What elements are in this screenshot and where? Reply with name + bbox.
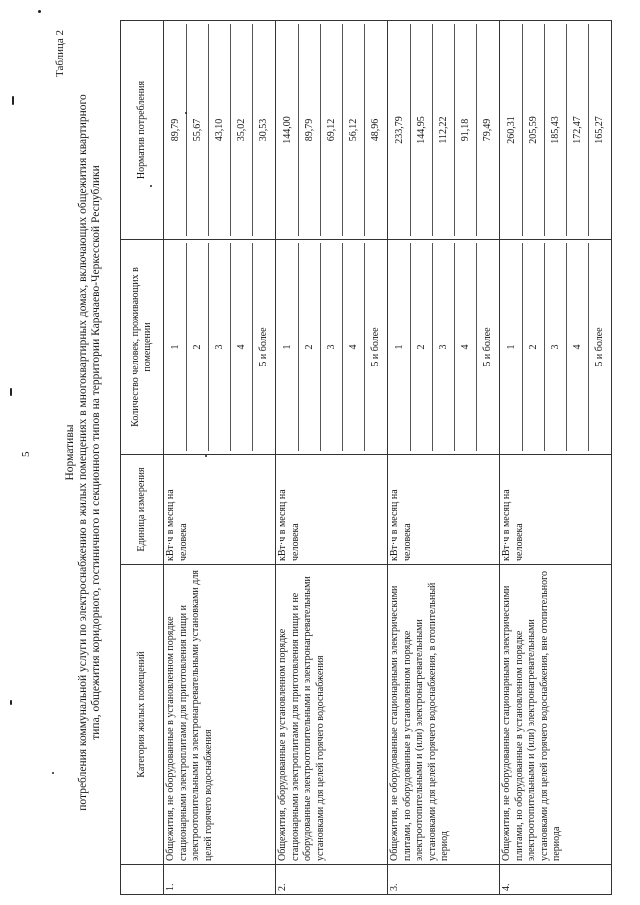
norm-value: 89,79 — [299, 24, 321, 236]
norm-value: 144,00 — [277, 24, 299, 236]
people-count: 1 — [389, 243, 411, 451]
row-people-cell — [500, 240, 612, 455]
row-unit: кВт·ч в месяц на человека — [164, 455, 276, 565]
row-norm-cell — [164, 21, 276, 240]
title-line-2: потребления коммунальной услуги по электроснабжению в жилых помещениях в многоквартирных домах, включающих общежития квартирного — [77, 94, 89, 811]
norm-value: 165,27 — [594, 116, 605, 144]
row-unit: кВт·ч в месяц на человека — [388, 455, 500, 565]
people-count: 3 — [321, 243, 343, 451]
people-count: 5 и более — [370, 327, 381, 367]
norm-value: 112,22 — [433, 24, 455, 236]
people-count: 4 — [455, 243, 477, 451]
people-count: 5 и более — [594, 327, 605, 367]
row-norm-cell — [276, 21, 388, 240]
scan-speck — [12, 96, 14, 105]
row-people-cell — [388, 240, 500, 455]
row-number: 1. — [164, 865, 276, 895]
people-count: 5 и более — [482, 327, 493, 367]
row-number: 4. — [500, 865, 612, 895]
people-count: 2 — [411, 243, 433, 451]
document-title — [64, 0, 103, 905]
scan-speck — [10, 388, 12, 396]
row-category: Общежития, не оборудованные стационарными электрическими плитами, но оборудованные в установленном порядке электроотопительными и (или) электронагревательными установками для целей горячего водоснабжения, вне отопительного периода — [500, 565, 612, 865]
people-count: 4 — [231, 243, 253, 451]
scan-speck — [10, 700, 12, 705]
norm-value: 48,96 — [370, 118, 381, 142]
norm-value: 69,12 — [321, 24, 343, 236]
scan-speck — [185, 112, 187, 114]
norm-value: 79,49 — [482, 118, 493, 142]
table-row — [164, 21, 276, 895]
header-category: Категория жилых помещений — [121, 565, 164, 865]
norm-value: 91,18 — [455, 24, 477, 236]
norm-value: 205,59 — [523, 24, 545, 236]
norm-value: 30,53 — [258, 118, 269, 142]
title-line-3: типа, общежития коридорного, гостиничного и секционного типов на территории Карачаево-Черкесской Республики — [90, 165, 102, 740]
people-count: 4 — [343, 243, 365, 451]
table-header-row — [121, 21, 164, 895]
row-unit: кВт·ч в месяц на человека — [500, 455, 612, 565]
header-num — [121, 865, 164, 895]
scan-speck — [38, 10, 41, 13]
scan-speck — [52, 772, 54, 774]
table-row — [388, 21, 500, 895]
people-count: 1 — [165, 243, 187, 451]
table-row — [500, 21, 612, 895]
people-count: 2 — [299, 243, 321, 451]
header-norm: Норматив потребления — [121, 21, 164, 240]
people-count: 1 — [277, 243, 299, 451]
header-unit: Единица измерения — [121, 455, 164, 565]
people-count: 2 — [523, 243, 545, 451]
people-count: 3 — [209, 243, 231, 451]
row-people-cell — [276, 240, 388, 455]
norm-value: 55,67 — [187, 24, 209, 236]
people-count: 3 — [545, 243, 567, 451]
norms-table — [120, 20, 612, 895]
row-category: Общежития, не оборудованные стационарными электрическими плитами, но оборудованные в установленном порядке электроотопительными и (или) электронагревательными установками для целей горячего водоснабжения, в отопительный период — [388, 565, 500, 865]
norm-value: 43,10 — [209, 24, 231, 236]
page-number: 5 — [20, 451, 32, 457]
row-people-cell — [164, 240, 276, 455]
norm-value: 185,43 — [545, 24, 567, 236]
table-row — [276, 21, 388, 895]
row-unit: кВт·ч в месяц на человека — [276, 455, 388, 565]
table-caption: Таблица 2 — [54, 29, 66, 77]
title-line-1: Нормативы — [64, 424, 76, 481]
row-number: 3. — [388, 865, 500, 895]
norm-value: 89,79 — [165, 24, 187, 236]
people-count: 2 — [187, 243, 209, 451]
header-people: Количество человек, проживающих в помещении — [121, 240, 164, 455]
people-count: 1 — [501, 243, 523, 451]
norm-value: 35,02 — [231, 24, 253, 236]
scan-speck — [150, 185, 152, 187]
row-category: Общежития, оборудованные в установленном порядке стационарными электроплитами для приготовления пищи и не оборудованные электроотопительными и электронагревательными установками для целей горячего водоснабжения — [276, 565, 388, 865]
norm-value: 56,12 — [343, 24, 365, 236]
row-norm-cell — [388, 21, 500, 240]
table-body — [164, 21, 612, 895]
norm-value: 260,31 — [501, 24, 523, 236]
row-number: 2. — [276, 865, 388, 895]
people-count: 3 — [433, 243, 455, 451]
people-count: 5 и более — [258, 327, 269, 367]
norm-value: 144,95 — [411, 24, 433, 236]
norm-value: 172,47 — [567, 24, 589, 236]
row-category: Общежития, не оборудованные в установленном порядке стационарными электроплитами для приготовления пищи и электроотопительными и электронагревательными установками для целей горячего водоснабжения — [164, 565, 276, 865]
norm-value: 233,79 — [389, 24, 411, 236]
people-count: 4 — [567, 243, 589, 451]
scan-speck — [205, 455, 207, 457]
row-norm-cell — [500, 21, 612, 240]
